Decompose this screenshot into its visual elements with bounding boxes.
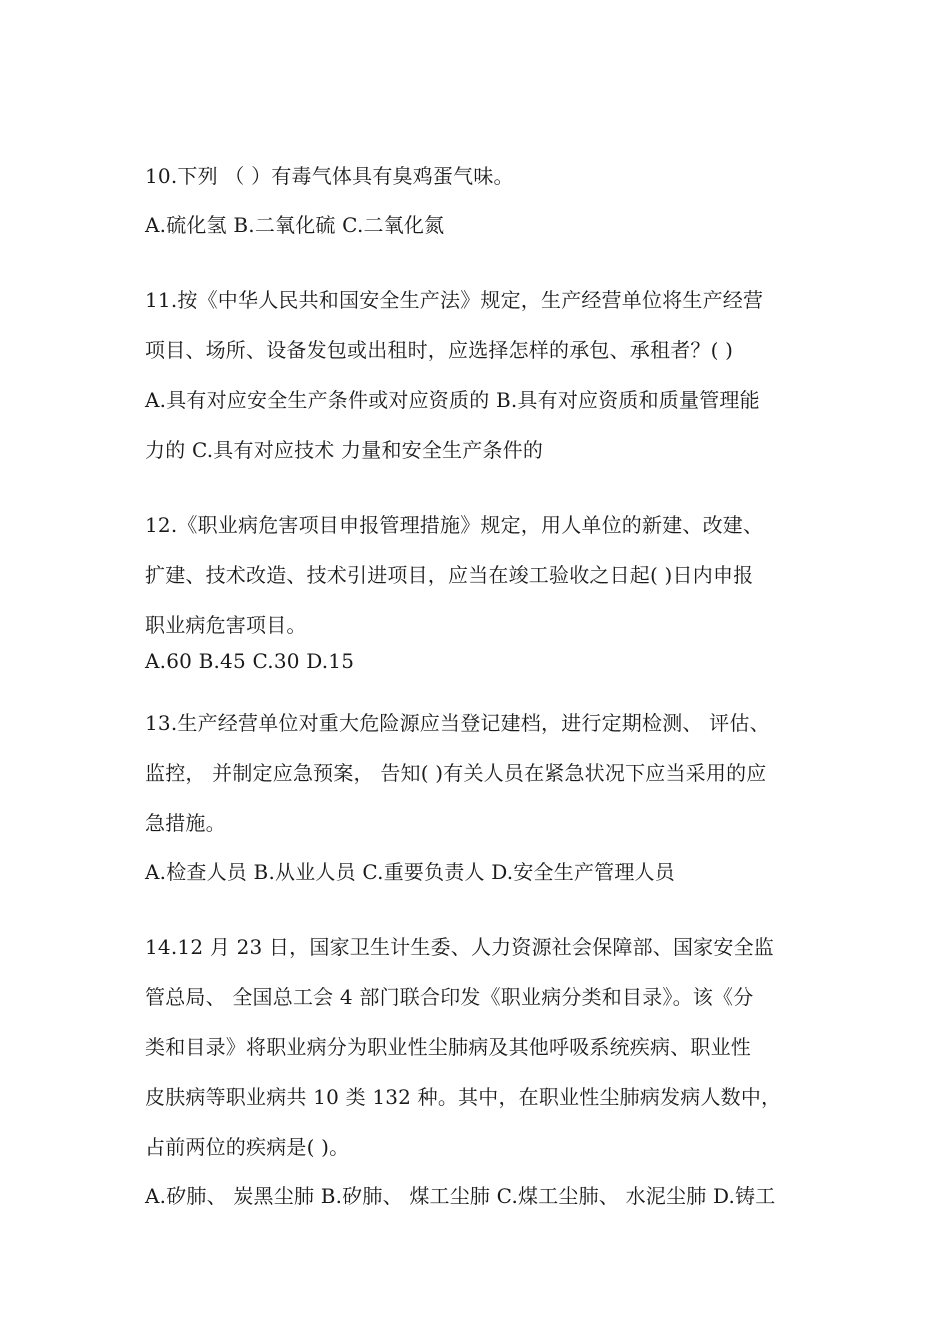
question-14-stem-line-5: 占前两位的疾病是( )。 bbox=[145, 1135, 350, 1159]
question-14-stem-line-2: 管总局、 全国总工会 4 部门联合印发《职业病分类和目录》。该《分 bbox=[145, 985, 754, 1009]
question-13-stem-line-1: 13.生产经营单位对重大危险源应当登记建档，进行定期检测、 评估、 bbox=[145, 711, 770, 735]
question-14-stem-line-3: 类和目录》将职业病分为职业性尘肺病及其他呼吸系统疾病、职业性 bbox=[145, 1035, 751, 1059]
question-13-stem-line-3: 急措施。 bbox=[145, 811, 226, 835]
question-11-options-line-1: A.具有对应安全生产条件或对应资质的 B.具有对应资质和质量管理能 bbox=[145, 388, 760, 412]
question-14-options: A.矽肺、 炭黑尘肺 B.矽肺、 煤工尘肺 C.煤工尘肺、 水泥尘肺 D.铸工 bbox=[145, 1184, 776, 1208]
question-10-options: A.硫化氢 B.二氧化硫 C.二氧化氮 bbox=[145, 213, 445, 237]
question-10-stem-line-1: 10.下列 （ ）有毒气体具有臭鸡蛋气味。 bbox=[145, 164, 514, 188]
question-11-stem-line-1: 11.按《中华人民共和国安全生产法》规定，生产经营单位将生产经营 bbox=[145, 288, 764, 312]
question-12-options: A.60 B.45 C.30 D.15 bbox=[145, 649, 355, 673]
question-14-stem-line-1: 14.12 月 23 日，国家卫生计生委、人力资源社会保障部、国家安全监 bbox=[145, 935, 774, 959]
question-12-stem-line-3: 职业病危害项目。 bbox=[145, 613, 307, 637]
question-13-options: A.检查人员 B.从业人员 C.重要负责人 D.安全生产管理人员 bbox=[145, 860, 675, 884]
question-11-options-line-2: 力的 C.具有对应技术 力量和安全生产条件的 bbox=[145, 438, 544, 462]
question-14-stem-line-4: 皮肤病等职业病共 10 类 132 种。其中，在职业性尘肺病发病人数中， bbox=[145, 1085, 782, 1109]
question-13-stem-line-2: 监控， 并制定应急预案， 告知( )有关人员在紧急状况下应当采用的应 bbox=[145, 761, 767, 785]
question-12-stem-line-1: 12.《职业病危害项目申报管理措施》规定，用人单位的新建、改建、 bbox=[145, 513, 764, 537]
question-12-stem-line-2: 扩建、技术改造、技术引进项目，应当在竣工验收之日起( )日内申报 bbox=[145, 563, 754, 587]
question-11-stem-line-2: 项目、场所、设备发包或出租时，应选择怎样的承包、承租者？( ) bbox=[145, 338, 734, 362]
